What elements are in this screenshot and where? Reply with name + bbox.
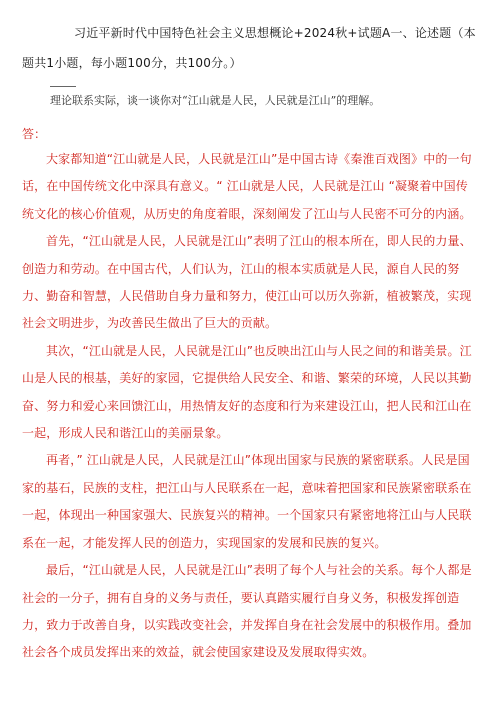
answer-paragraph-4: 再者，” 江山就是人民，人民就是江山”体现出国家与民族的紧密联系。人民是国家的基石，民族的支柱，把江山与人民联系在一起，意味着把国家和民族紧密联系在一起，体现出一种国家强大、民族复兴的精神。一个国家只有紧密地将江山与人民联系在一起，才能发挥人民的创造力，实现国家的发展和民族的复兴。 [22,453,472,550]
answer-paragraph-5: 最后，“江山就是人民，人民就是江山”表明了每个人与社会的关系。每个人都是社会的一分子，拥有自身的义务与责任，要认真踏实履行自身义务，积极发挥创造力，致力于改善自身，以实践改变社会，并发挥自身在社会发展中的积极作用。叠加社会各个成员发挥出来的效益，就会使国家建设及发展取得实效。 [22,563,472,660]
answer-paragraph-3: 其次，“江山就是人民，人民就是江山”也反映出江山与人民之间的和谐美景。江山是人民的根基，美好的家园，它提供给人民安全、和谐、繁荣的环境，人民以其勤奋、努力和爱心来回馈江山，用热情友好的态度和行为来建设江山，把人民和江山在一起，形成人民和谐江山的美丽景象。 [22,343,472,441]
question-text: 理论联系实际，谈一谈你对“江山就是人民，人民就是江山”的理解。 [50,94,381,107]
answer-body [22,146,480,667]
answer-paragraph-2: 首先，“江山就是人民，人民就是江山”表明了江山的根本所在，即人民的力量、创造力和劳动。在中国古代，人们认为，江山的根本实质就是人民，源自人民的努力、勤奋和智慧，人民借助自身力量和努力，使江山可以历久弥新，植被繁茂，实现社会文明进步，为改善民生做出了巨大的贡献。 [22,234,472,331]
exam-header: 习近平新时代中国特色社会主义思想概论+2024秋+试题A一、论述题（本题共1小题，每小题100分，共100分。） [22,26,476,70]
short-divider [50,86,76,87]
answer-paragraph-1: 大家都知道“江山就是人民，人民就是江山”是中国古诗《秦淮百戏图》中的一句话，在中国传统文化中深具有意义。“ 江山就是人民，人民就是江山 “凝聚着中国传统文化的核心价值观，从历史的角度着眼，深刻阐发了江山与人民密不可分的内涵。 [22,152,472,221]
answer-label: 答： [22,127,47,141]
